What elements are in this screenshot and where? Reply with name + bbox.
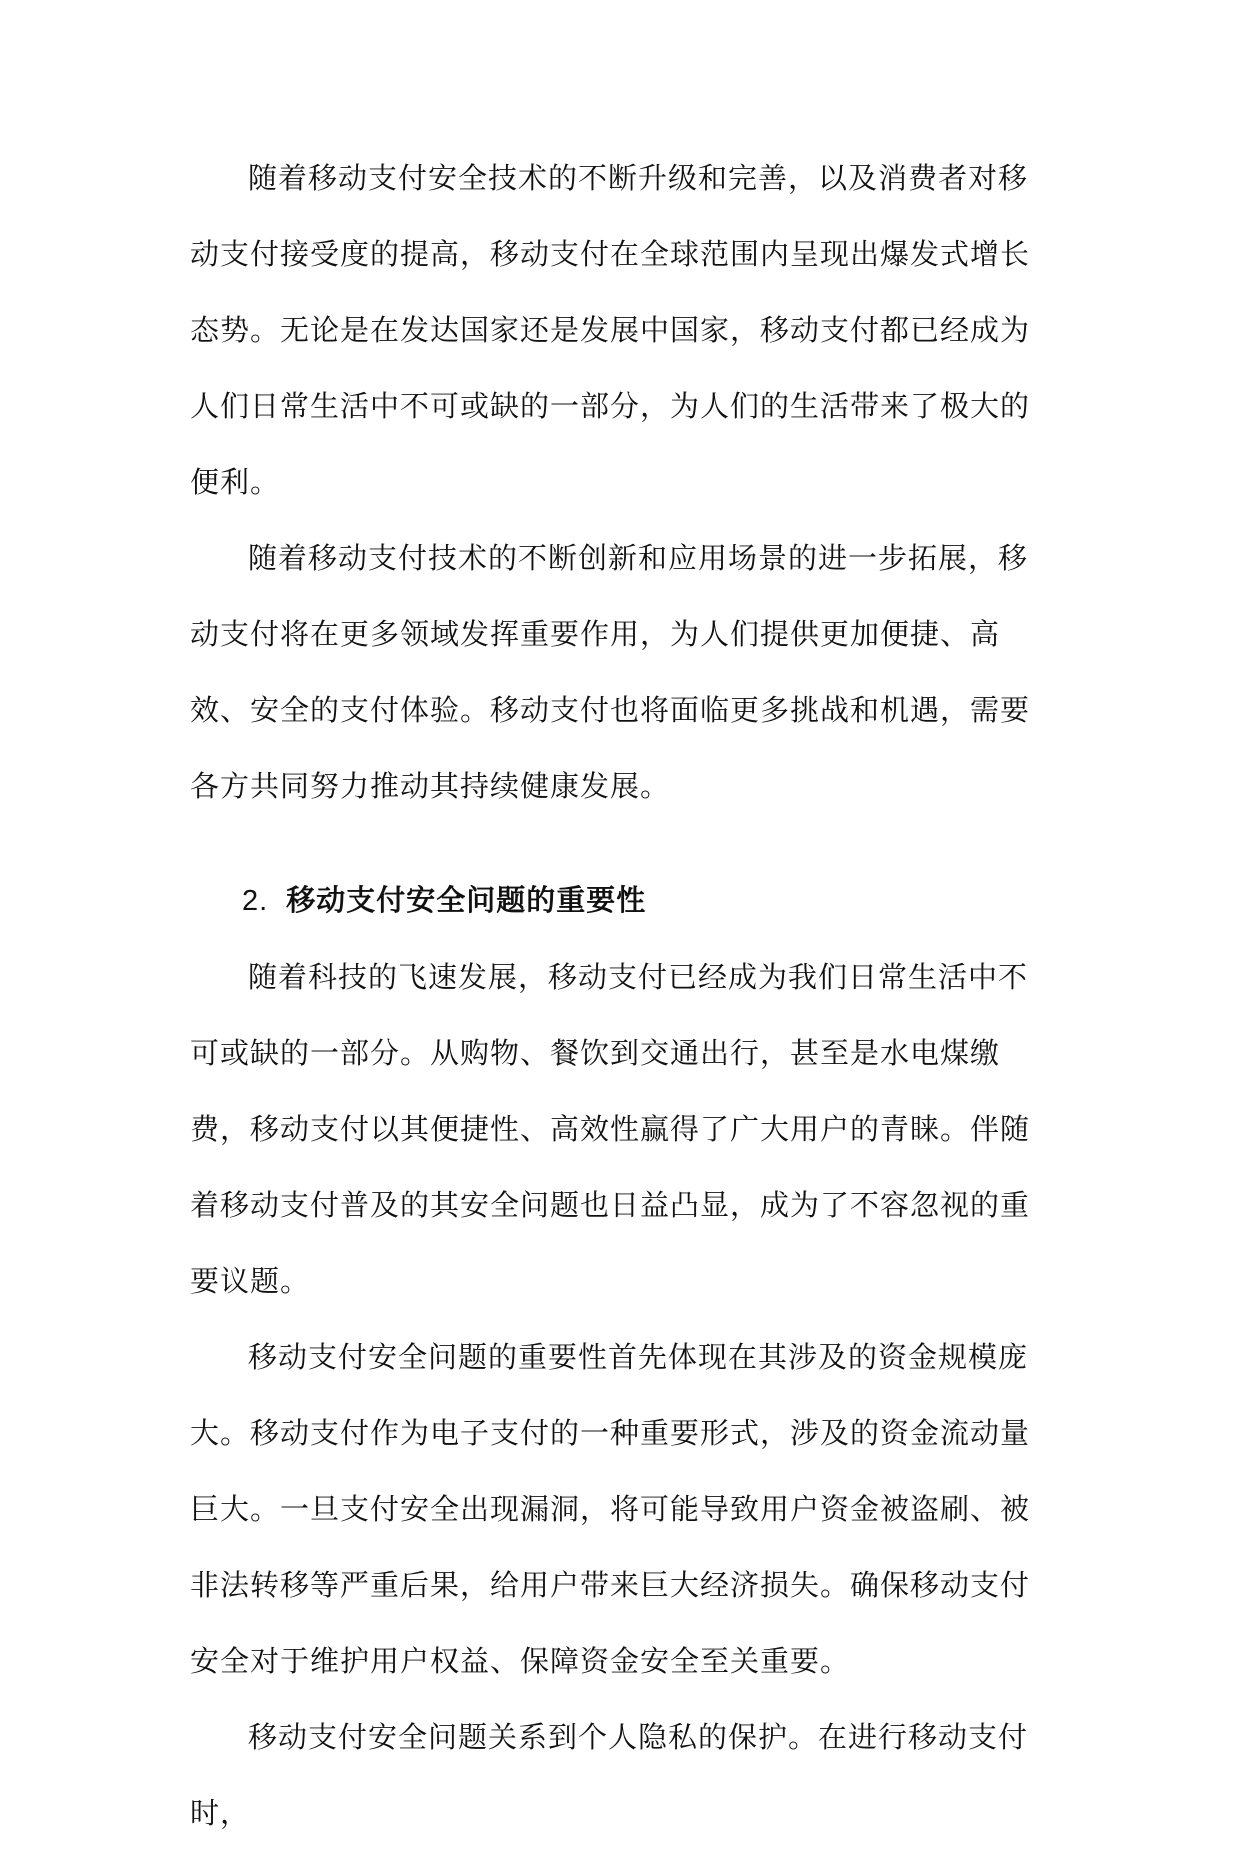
section-number: 2.: [242, 885, 269, 917]
document-page: [190, 140, 1052, 1851]
section-heading: [190, 862, 1052, 939]
paragraph-intro-2: 随着移动支付技术的不断创新和应用场景的进一步拓展，移动支付将在更多领域发挥重要作用，为人们提供更加便捷、高效、安全的支付体验。移动支付也将面临更多挑战和机遇，需要各方共同努力推动其持续健康发展。: [190, 541, 1031, 803]
paragraph-section-3: 移动支付安全问题关系到个人隐私的保护。在进行移动支付时，: [190, 1720, 1029, 1830]
paragraph-section-2: 移动支付安全问题的重要性首先体现在其涉及的资金规模庞大。移动支付作为电子支付的一种重要形式，涉及的资金流动量巨大。一旦支付安全出现漏洞，将可能导致用户资金被盗刷、被非法转移等严重后果，给用户带来巨大经济损失。确保移动支付安全对于维护用户权益、保障资金安全至关重要。: [190, 1340, 1031, 1678]
paragraph-intro-1: 随着移动支付安全技术的不断升级和完善，以及消费者对移动支付接受度的提高，移动支付在全球范围内呈现出爆发式增长态势。无论是在发达国家还是发展中国家，移动支付都已经成为人们日常生活中不可或缺的一部分，为人们的生活带来了极大的便利。: [190, 161, 1031, 499]
paragraph-section-1: 随着科技的飞速发展，移动支付已经成为我们日常生活中不可或缺的一部分。从购物、餐饮到交通出行，甚至是水电煤缴费，移动支付以其便捷性、高效性赢得了广大用户的青睐。伴随着移动支付普及的其安全问题也日益凸显，成为了不容忽视的重要议题。: [190, 960, 1031, 1298]
section-title: 移动支付安全问题的重要性: [286, 883, 647, 917]
